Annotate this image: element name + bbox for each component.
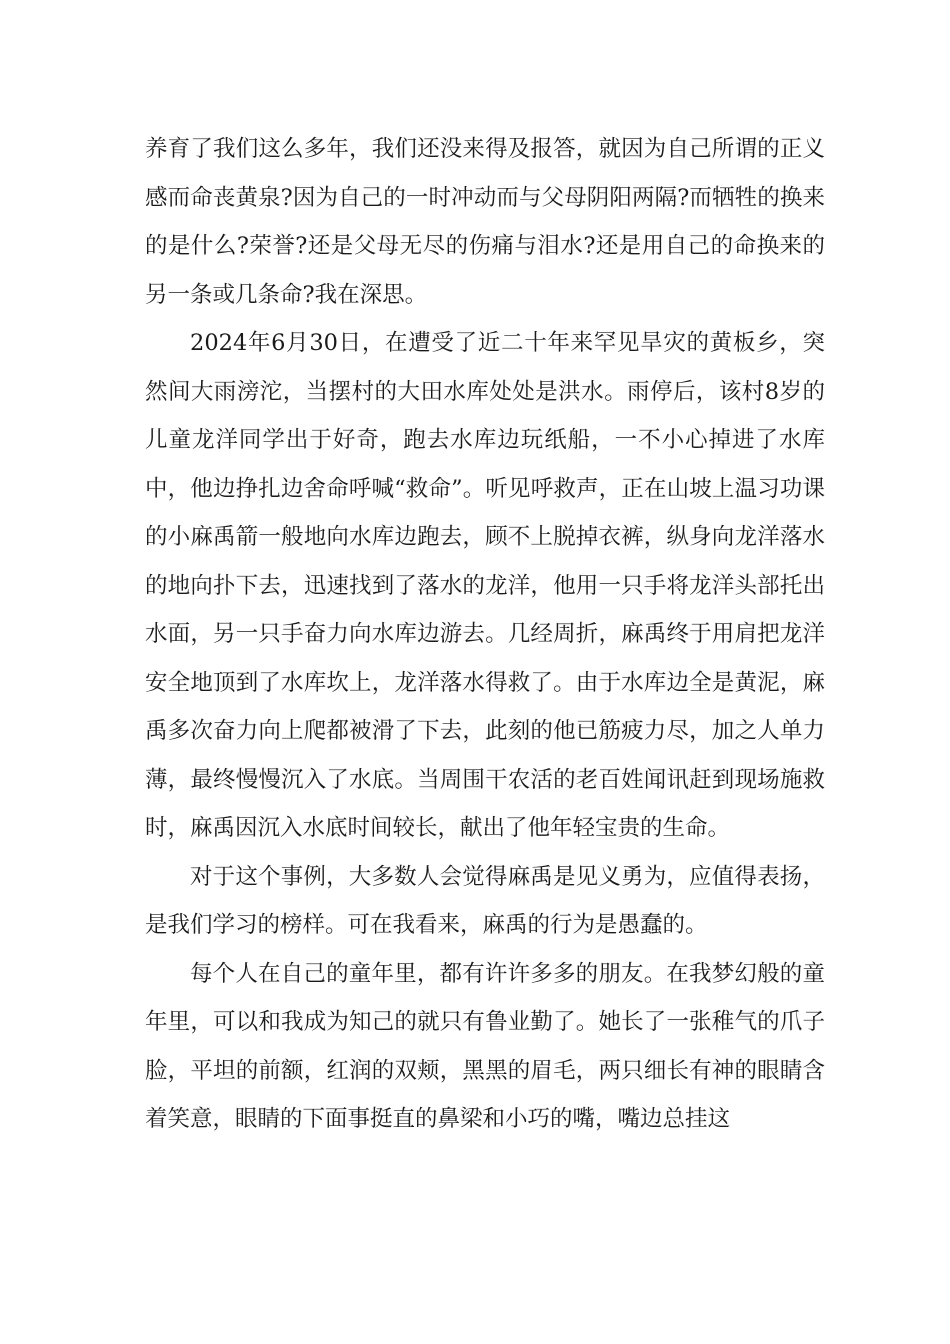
paragraph-4: 每个人在自己的童年里，都有许许多多的朋友。在我梦幻般的童年里，可以和我成为知己的就只有鲁业勤了。她长了一张稚气的爪子脸，平坦的前额，红润的双颊，黑黑的眉毛，两只细长有神的眼睛含着笑意，眼睛的下面事挺直的鼻梁和小巧的嘴，嘴边总挂这 bbox=[145, 960, 825, 1132]
paragraph-3: 对于这个事例，大多数人会觉得麻禹是见义勇为，应值得表扬，是我们学习的榜样。可在我看来，麻禹的行为是愚蠢的。 bbox=[145, 863, 825, 938]
body-text bbox=[145, 125, 825, 1144]
paragraph-1: 养育了我们这么多年，我们还没来得及报答，就因为自己所谓的正义感而命丧黄泉?因为自己的一时冲动而与父母阴阳两隔?而牺牲的换来的是什么?荣誉?还是父母无尽的伤痛与泪水?还是用自己的命换来的另一条或几条命?我在深思。 bbox=[145, 136, 825, 308]
paragraph-2: 2024年6月30日，在遭受了近二十年来罕见旱灾的黄板乡，突然间大雨滂沱，当摆村的大田水库处处是洪水。雨停后，该村8岁的儿童龙洋同学出于好奇，跑去水库边玩纸船，一不小心掉进了水库中，他边挣扎边舍命呼喊“救命”。听见呼救声，正在山坡上温习功课的小麻禹箭一般地向水库边跑去，顾不上脱掉衣裤，纵身向龙洋落水的地向扑下去，迅速找到了落水的龙洋，他用一只手将龙洋头部托出水面，另一只手奋力向水库边游去。几经周折，麻禹终于用肩把龙洋安全地顶到了水库坎上，龙洋落水得救了。由于水库边全是黄泥，麻禹多次奋力向上爬都被滑了下去，此刻的他已筋疲力尽，加之人单力薄，最终慢慢沉入了水底。当周围干农活的老百姓闻讯赶到现场施救时，麻禹因沉入水底时间较长，献出了他年轻宝贵的生命。 bbox=[145, 330, 825, 841]
